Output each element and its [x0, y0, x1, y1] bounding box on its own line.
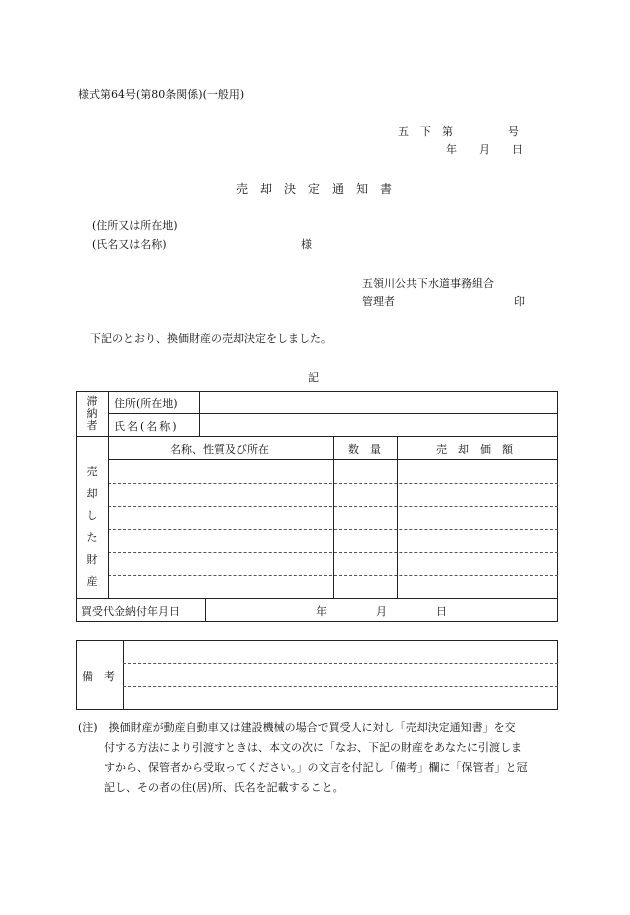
delinquent-char-3: 者 — [86, 419, 98, 432]
sold-char-4: た — [86, 531, 98, 544]
sold-char-3: し — [86, 509, 98, 522]
body-text: 下記のとおり、換価財産の売却決定をしました。 — [90, 332, 332, 345]
sold-char-1: 売 — [86, 465, 98, 478]
sold-char-5: 財 — [86, 553, 98, 566]
note-line-4: 記し、その者の住(居)所、氏名を記載すること。 — [104, 781, 344, 794]
reference-number: 五 下 第 号 — [398, 125, 519, 138]
seal-mark: 印 — [514, 295, 525, 308]
ki-heading: 記 — [308, 371, 319, 384]
remarks-box — [76, 640, 558, 710]
payment-date-label: 買受代金納付年月日 — [81, 605, 180, 618]
note-block — [78, 718, 560, 798]
sold-char-6: 産 — [86, 575, 98, 588]
date-line: 年 月 日 — [446, 143, 523, 156]
delinquent-char-2: 納 — [86, 407, 98, 420]
address-label: (住所又は所在地) — [92, 219, 178, 232]
address-row-label: 住所(所在地) — [114, 397, 178, 410]
form-id: 様式第64号(第80条関係)(一般用) — [78, 88, 245, 101]
name-label: (氏名又は名称) — [92, 238, 167, 251]
payment-day: 日 — [436, 605, 447, 618]
document-title: 売却決定通知書 — [236, 182, 405, 196]
col-price-header: 売 却 価 額 — [436, 443, 513, 456]
note-line-2: 付する方法により引渡すときは、本文の次に「なお、下記の財産をあなたに引渡しま — [104, 741, 522, 754]
note-prefix: (注) — [78, 721, 98, 734]
payment-month: 月 — [376, 605, 387, 618]
name-row-label: 氏名(名称) — [114, 420, 179, 433]
remarks-label: 備 考 — [82, 670, 115, 683]
col-qty-header: 数 量 — [348, 443, 381, 456]
note-line-3: すから、保管者から受取ってください。」の文言を付記し「備考」欄に「保管者」と冠 — [104, 761, 528, 774]
issuer-org: 五領川公共下水道事務組合 — [362, 277, 494, 290]
payment-year: 年 — [316, 605, 327, 618]
honorific: 様 — [301, 238, 312, 251]
sold-char-2: 却 — [86, 487, 98, 500]
delinquent-char-1: 滞 — [86, 395, 98, 408]
note-line-1: 換価財産が動産自動車又は建設機械の場合で買受人に対し「売却決定通知書」を交 — [108, 721, 516, 734]
col-name-header: 名称、性質及び所在 — [170, 443, 269, 456]
issuer-role: 管理者 — [362, 295, 395, 308]
